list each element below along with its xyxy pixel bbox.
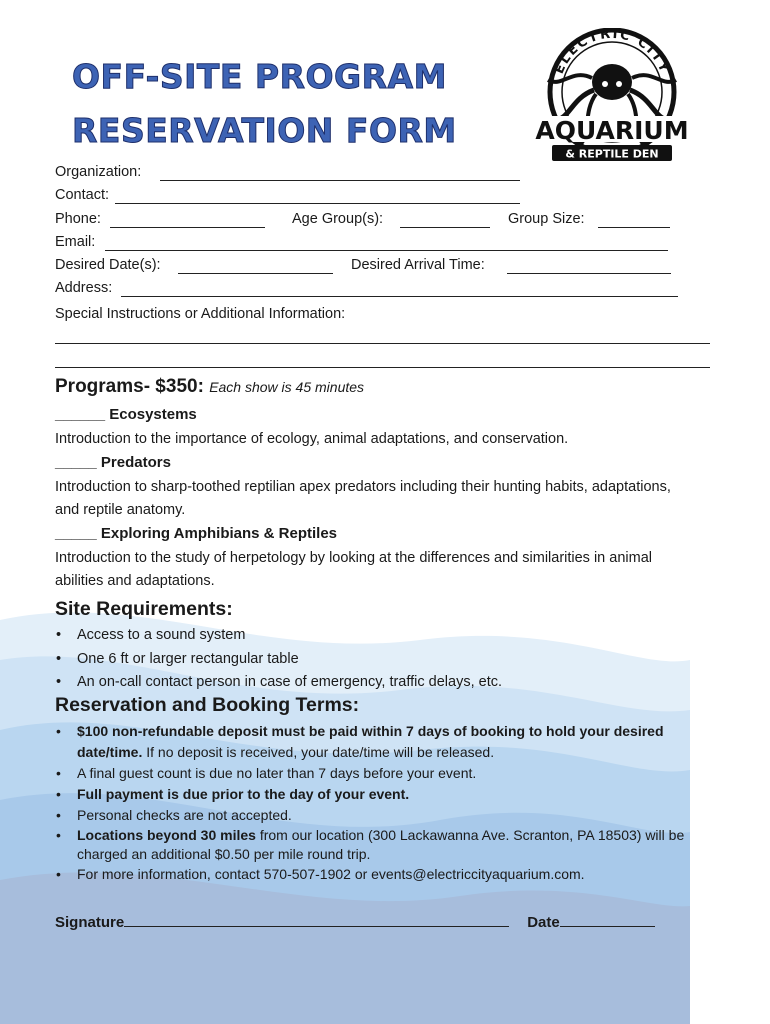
dates-row — [55, 257, 715, 280]
list-item: • One 6 ft or larger rectangular table — [55, 648, 502, 672]
phone-row — [55, 211, 715, 234]
list-item: • An on-call contact person in case of emergency, traffic delays, etc. — [55, 671, 502, 695]
phone-label: Phone: — [55, 210, 101, 227]
organization-label: Organization: — [55, 164, 142, 180]
special-instructions-label: Special Instructions or Additional Information: — [55, 306, 346, 322]
program-predators-title[interactable]: _____ Predators — [55, 454, 171, 471]
list-item — [55, 721, 720, 763]
age-groups-label: Age Group(s): — [292, 210, 384, 227]
title-line-2: RESERVATION FORM — [72, 111, 457, 150]
programs-price: Programs- $350: — [55, 376, 204, 397]
address-field[interactable] — [121, 296, 678, 297]
list-item: • Personal checks are not accepted. — [55, 805, 720, 826]
contact-field[interactable] — [115, 203, 520, 204]
date-field[interactable] — [560, 926, 655, 927]
contact-label: Contact: — [55, 187, 109, 204]
group-size-field[interactable] — [598, 227, 670, 228]
arrival-time-label: Desired Arrival Time: — [351, 257, 485, 274]
organization-row — [55, 164, 715, 187]
special-instructions-line-1[interactable] — [55, 343, 710, 344]
list-item — [55, 784, 720, 805]
title-line-1: OFF-SITE PROGRAM — [72, 57, 447, 96]
term-deposit-rest: If no deposit is received, your date/time will be released. — [142, 744, 495, 760]
desired-dates-field[interactable] — [178, 273, 333, 274]
desired-dates-label: Desired Date(s): — [55, 257, 161, 274]
list-item: • Access to a sound system — [55, 624, 502, 648]
arrival-time-field[interactable] — [507, 273, 671, 274]
organization-field[interactable] — [160, 180, 520, 181]
programs-note: Each show is 45 minutes — [209, 379, 365, 395]
term-distance-bold: Locations beyond 30 miles — [77, 827, 256, 843]
special-instructions-line-2[interactable] — [55, 367, 710, 368]
terms-list — [55, 721, 720, 885]
phone-field[interactable] — [110, 227, 265, 228]
contact-row — [55, 187, 715, 210]
contact-fields — [55, 164, 715, 304]
logo-arc-text: ELECTRIC CITY — [551, 28, 673, 77]
group-size-label: Group Size: — [508, 210, 585, 227]
date-label: Date — [527, 914, 560, 931]
logo-main-text: AQUARIUM — [535, 116, 689, 145]
email-label: Email: — [55, 233, 96, 250]
email-row — [55, 234, 715, 257]
terms-heading: Reservation and Booking Terms: — [55, 694, 360, 716]
signature-field[interactable] — [124, 926, 509, 927]
term-distance-rest: from our location (300 Lackawanna Ave. Scranton, PA 18503) will be charged an additional $0.50 per mile round trip. — [77, 827, 685, 862]
program-ecosystems-title[interactable]: ______ Ecosystems — [55, 406, 197, 423]
site-requirements-heading: Site Requirements: — [55, 598, 233, 620]
page-title — [72, 50, 457, 158]
email-field[interactable] — [105, 250, 668, 251]
site-requirements-list — [55, 624, 502, 695]
address-row — [55, 280, 715, 303]
address-label: Address: — [55, 280, 113, 297]
list-item: • A final guest count is due no later than 7 days before your event. — [55, 763, 720, 784]
logo-sub-text: & REPTILE DEN — [565, 147, 659, 161]
aquarium-logo — [512, 28, 712, 168]
list-item: • For more information, contact 570-507-1902 or events@electriccityaquarium.com. — [55, 864, 720, 885]
age-groups-field[interactable] — [400, 227, 490, 228]
program-amphibians-title[interactable]: _____ Exploring Amphibians & Reptiles — [55, 525, 338, 542]
list-item — [55, 826, 720, 864]
term-deposit-bold: $100 non-refundable deposit must be paid within 7 days of booking to hold your desired date/time. — [77, 723, 664, 760]
program-predators-desc: Introduction to sharp-toothed reptilian apex predators including their hunting habits, adaptations, and reptile anatomy. — [55, 479, 671, 518]
program-ecosystems-desc: Introduction to the importance of ecology, animal adaptations, and conservation. — [55, 431, 569, 447]
signature-row — [55, 914, 655, 931]
term-payment-bold: Full payment is due prior to the day of your event. — [77, 786, 410, 802]
signature-label: Signature — [55, 914, 125, 931]
program-amphibians-desc: Introduction to the study of herpetology by looking at the differences and similarities in animal abilities and adaptations. — [55, 550, 652, 589]
programs-heading — [55, 376, 364, 398]
